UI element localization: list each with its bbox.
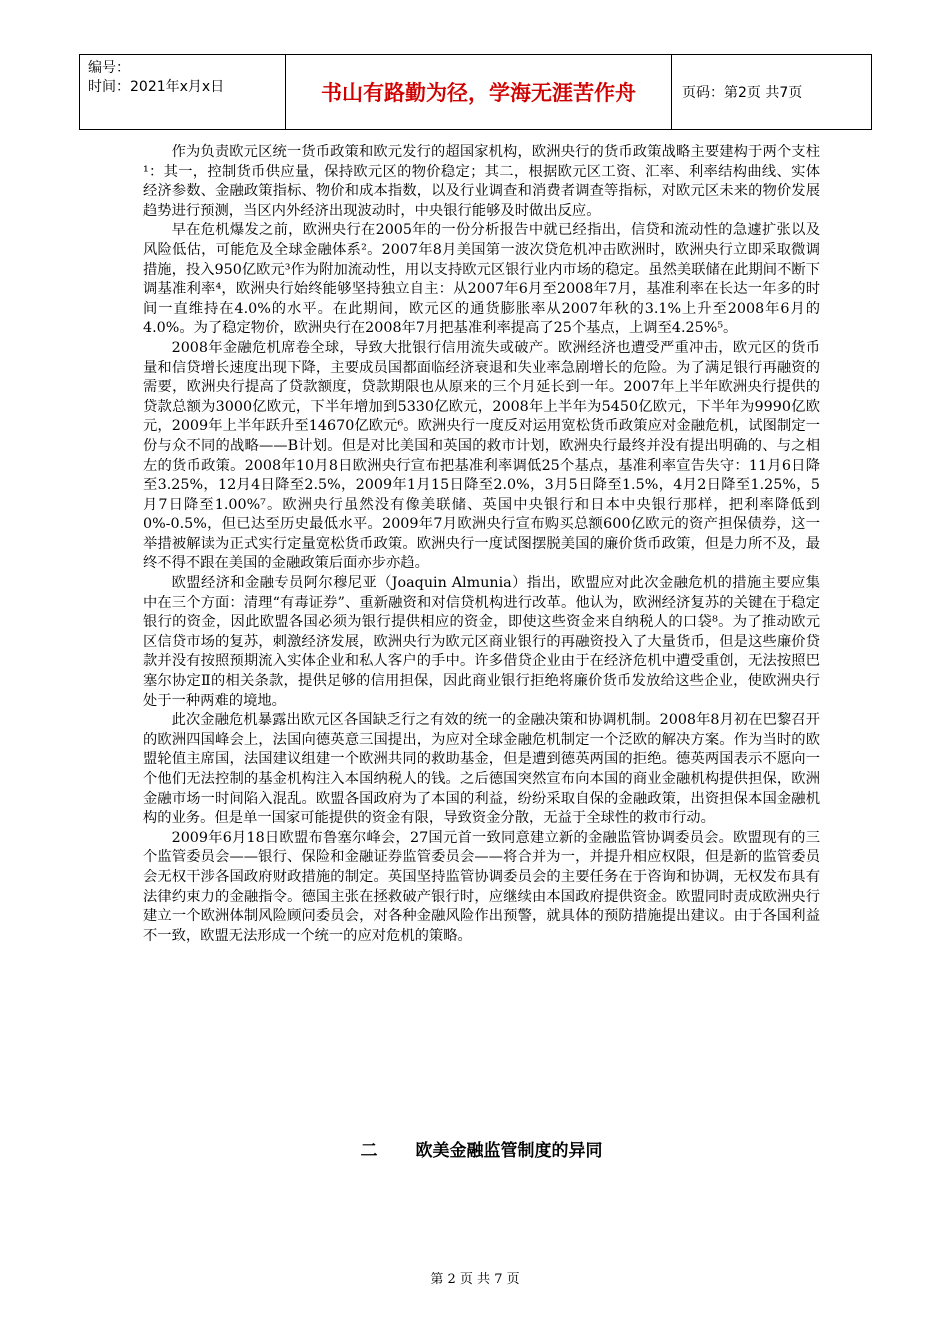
section-heading <box>143 1136 820 1161</box>
section-title: 欧美金融监管制度的异同 <box>415 1141 603 1161</box>
paragraph: 作为负责欧元区统一货币政策和欧元发行的超国家机构，欧洲央行的货币政策战略主要建构于两个支柱¹：其一，控制货币供应量，保持欧元区的物价稳定；其二，根据欧元区工资、汇率、利率结构曲线、实体经济参数、金融政策指标、物价和成本指数，以及行业调查和消费者调查等指标，对欧元区未来的物价发展趋势进行预测，当区内外经济出现波动时，中央银行能够及时做出反应。 <box>143 144 820 219</box>
paragraph: 2008年金融危机席卷全球，导致大批银行信用流失或破产。欧洲经济也遭受严重冲击，欧元区的货币量和信贷增长速度出现下降，主要成员国都面临经济衰退和失业率急剧增长的危险。为了满足银行再融资的需要，欧洲央行提高了贷款额度，贷款期限也从原来的三个月延长到一年。2007年上半年欧洲央行提供的贷款总额为3000亿欧元，下半年增加到5330亿欧元，2008年上半年为5450亿欧元，下半年为9990亿欧元，2009年上半年跃升至14670亿欧元⁶。欧洲央行一度反对运用宽松货币政策应对金融危机，试图制定一份与众不同的战略——B计划。但是对比美国和英国的救市计划，欧洲央行最终并没有提出明确的、与之相左的货币政策。2008年10月8日欧洲央行宣布把基准利率调低25个基点，基准利率宣告失守：11月6日降至3.25%，12月4日降至2.5%，2009年1月15日降至2.0%，3月5日降至1.5%，4月2日降至1.25%，5月7日降至1.00%⁷。欧洲央行虽然没有像美联储、英国中央银行和日本中央银行那样，把利率降低到0%-0.5%，但已达至历史最低水平。2009年7月欧洲央行宣布购买总额600亿欧元的资产担保债券，这一举措被解读为正式实行定量宽松货币政策。欧洲央行一度试图摆脱美国的廉价货币政策，但是力所不及，最终不得不跟在美国的金融政策后面亦步亦趋。 <box>143 339 820 572</box>
document-date: 时间：2021年x月x日 <box>88 79 225 95</box>
header-page-info: 页码：第2页 共7页 <box>682 85 803 101</box>
page-header <box>79 54 872 130</box>
header-meta <box>80 55 286 129</box>
header-motto: 书山有路勤为径，学海无涯苦作舟 <box>286 55 672 129</box>
paragraph: 2009年6月18日欧盟布鲁塞尔峰会，27国元首一致同意建立新的金融监管协调委员会。欧盟现有的三个监管委员会——银行、保险和金融证券监管委员会——将合并为一，并提升相应权限，但是新的监管委员会无权干涉各国政府财政措施的制定。英国坚持监管协调委员会的主要任务在于咨询和协调，无权发布具有法律约束力的金融指令。德国主张在拯救破产银行时，应继续由本国政府提供资金。欧盟同时责成欧洲央行建立一个欧洲体制风险顾问委员会，对各种金融风险作出预警，就具体的预防措施提出建议。由于各国利益不一致，欧盟无法形成一个统一的应对危机的策略。 <box>143 829 820 944</box>
page-footer: 第 2 页 共 7 页 <box>430 1272 520 1287</box>
paragraph: 欧盟经济和金融专员阿尔穆尼亚（Joaquin Almunia）指出，欧盟应对此次金融危机的措施主要应集中在三个方面：清理“有毒证券”、重新融资和对信贷机构进行改革。他认为，欧洲经济复苏的关键在于稳定银行的资金，因此欧盟各国必须为银行提供相应的资金，即使这些资金来自纳税人的口袋⁸。为了推动欧元区信贷市场的复苏，刺激经济发展，欧洲央行为欧元区商业银行的再融资投入了大量货币，但是这些廉价贷款并没有按照预期流入实体企业和私人客户的手中。许多借贷企业由于在经济危机中遭受重创，无法按照巴塞尔协定Ⅱ的相关条款，提供足够的信用担保，因此商业银行拒绝将廉价货币发放给这些企业，使欧洲央行处于一种两难的境地。 <box>143 575 820 709</box>
body-text <box>143 143 820 946</box>
document-number: 编号： <box>88 60 130 76</box>
paragraph: 此次金融危机暴露出欧元区各国缺乏行之有效的统一的金融决策和协调机制。2008年8月初在巴黎召开的欧洲四国峰会上，法国向德英意三国提出，为应对全球金融危机制定一个泛欧的解决方案。作为当时的欧盟轮值主席国，法国建议组建一个欧洲共同的救助基金，但是遭到德英两国的拒绝。德英两国表示不愿向一个他们无法控制的基金机构注入本国纳税人的钱。之后德国突然宣布向本国的商业金融机构提供担保，欧洲金融市场一时间陷入混乱。欧盟各国政府为了本国的利益，纷纷采取自保的金融政策，出资担保本国金融机构的业务。但是单一国家可能提供的资金有限，导致资金分散，无益于全球性的救市行动。 <box>143 712 820 827</box>
section-number: 二 <box>360 1141 378 1161</box>
paragraph: 早在危机爆发之前，欧洲央行在2005年的一份分析报告中就已经指出，信贷和流动性的急遽扩张以及风险低估，可能危及全球金融体系²。2007年8月美国第一波次贷危机冲击欧洲时，欧洲央行立即采取微调措施，投入950亿欧元³作为附加流动性，用以支持欧元区银行业内市场的稳定。虽然美联储在此期间不断下调基准利率⁴，欧洲央行始终能够坚持独立自主：从2007年6月至2008年7月，基准利率在长达一年多的时间一直维持在4.0%的水平。在此期间，欧元区的通货膨胀率从2007年秋的3.1%上升至2008年6月的4.0%。为了稳定物价，欧洲央行在2008年7月把基准利率提高了25个基点，上调至4.25%⁵。 <box>143 222 820 337</box>
